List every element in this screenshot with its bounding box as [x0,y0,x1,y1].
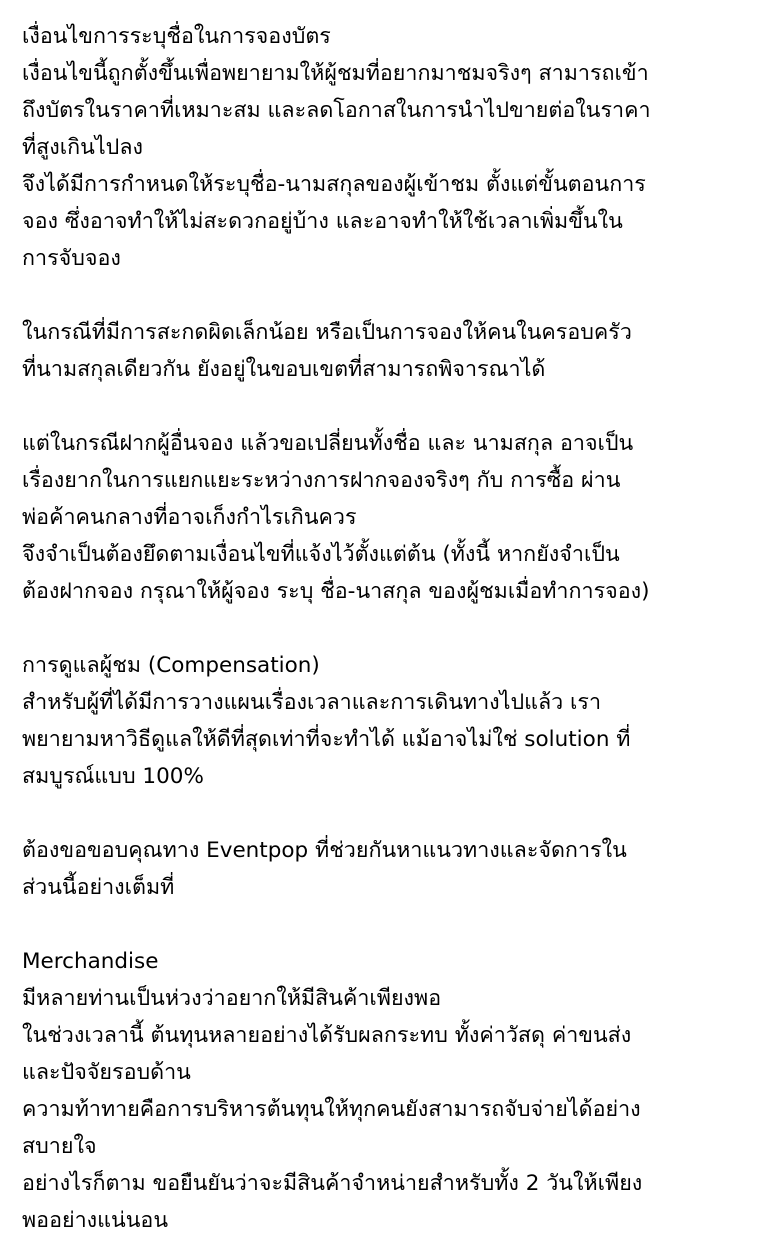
compensation-heading: การดูแลผู้ชม (Compensation) [22,653,320,678]
paragraph-line: อย่างไรก็ตาม ขอยืนยันว่าจะมีสินค้าจำหน่ายสำหรับทั้ง 2 วันให้เพียง [22,1171,643,1196]
paragraph-line: มีหลายท่านเป็นห่วงว่าอยากให้มีสินค้าเพียงพอ [22,986,442,1011]
paragraph-line: ในกรณีที่มีการสะกดผิดเล็กน้อย หรือเป็นการจองให้คนในครอบครัว [22,320,632,345]
paragraph-line: ต้องขอขอบคุณทาง Eventpop ที่ช่วยกันหาแนวทางและจัดการใน [22,838,627,863]
paragraph-line: จอง ซึ่งอาจทำให้ไม่สะดวกอยู่บ้าง และอาจทำให้ใช้เวลาเพิ่มขึ้นใน [22,209,623,234]
paragraph-line: การจับจอง [22,246,121,271]
paragraph-line: ส่วนนี้อย่างเต็มที่ [22,875,175,900]
paragraph-line: ที่สูงเกินไปลง [22,135,143,160]
paragraph-line: สมบูรณ์แบบ 100% [22,764,204,789]
paragraph-line: สำหรับผู้ที่ได้มีการวางแผนเรื่องเวลาและการเดินทางไปแล้ว เรา [22,690,602,715]
booking-condition-heading: เงื่อนไขการระบุชื่อในการจองบัตร [22,24,331,49]
paragraph-line: ต้องฝากจอง กรุณาให้ผู้จอง ระบุ ชื่อ-นาสกุล ของผู้ชมเมื่อทำการจอง) [22,579,650,604]
paragraph-line: พ่อค้าคนกลางที่อาจเก็งกำไรเกินควร [22,505,357,530]
paragraph-line: จึงได้มีการกำหนดให้ระบุชื่อ-นามสกุลของผู้เข้าชม ตั้งแต่ขั้นตอนการ [22,172,646,197]
paragraph-line: พออย่างแน่นอน [22,1208,169,1233]
booking-condition-section [22,18,758,277]
merchandise-heading: Merchandise [22,949,159,974]
announcement-document [22,18,758,1239]
typo-policy-section [22,314,758,388]
paragraph-line: ในช่วงเวลานี้ ต้นทุนหลายอย่างได้รับผลกระทบ ทั้งค่าวัสดุ ค่าขนส่ง [22,1023,632,1048]
paragraph-line: ที่นามสกุลเดียวกัน ยังอยู่ในขอบเขตที่สามารถพิจารณาได้ [22,357,546,382]
paragraph-line: เงื่อนไขนี้ถูกตั้งขึ้นเพื่อพยายามให้ผู้ชมที่อยากมาชมจริงๆ สามารถเข้า [22,61,649,86]
paragraph-gap [22,795,758,832]
paragraph-line: ความท้าทายคือการบริหารต้นทุนให้ทุกคนยังสามารถจับจ่ายได้อย่าง [22,1097,641,1122]
paragraph-line: และปัจจัยรอบด้าน [22,1060,191,1085]
thanks-section [22,832,758,906]
paragraph-gap [22,277,758,314]
proxy-booking-section [22,425,758,610]
paragraph-line: พยายามหาวิธีดูแลให้ดีที่สุดเท่าที่จะทำได้ แม้อาจไม่ใช่ solution ที่ [22,727,631,752]
paragraph-gap [22,906,758,943]
merchandise-section [22,943,758,1239]
paragraph-line: สบายใจ [22,1134,97,1159]
paragraph-line: จึงจำเป็นต้องยึดตามเงื่อนไขที่แจ้งไว้ตั้งแต่ต้น (ทั้งนี้ หากยังจำเป็น [22,542,620,567]
paragraph-line: เรื่องยากในการแยกแยะระหว่างการฝากจองจริงๆ กับ การซื้อ ผ่าน [22,468,621,493]
paragraph-line: ถึงบัตรในราคาที่เหมาะสม และลดโอกาสในการนำไปขายต่อในราคา [22,98,651,123]
paragraph-gap [22,610,758,647]
compensation-section [22,647,758,795]
paragraph-gap [22,388,758,425]
paragraph-line: แต่ในกรณีฝากผู้อื่นจอง แล้วขอเปลี่ยนทั้งชื่อ และ นามสกุล อาจเป็น [22,431,634,456]
